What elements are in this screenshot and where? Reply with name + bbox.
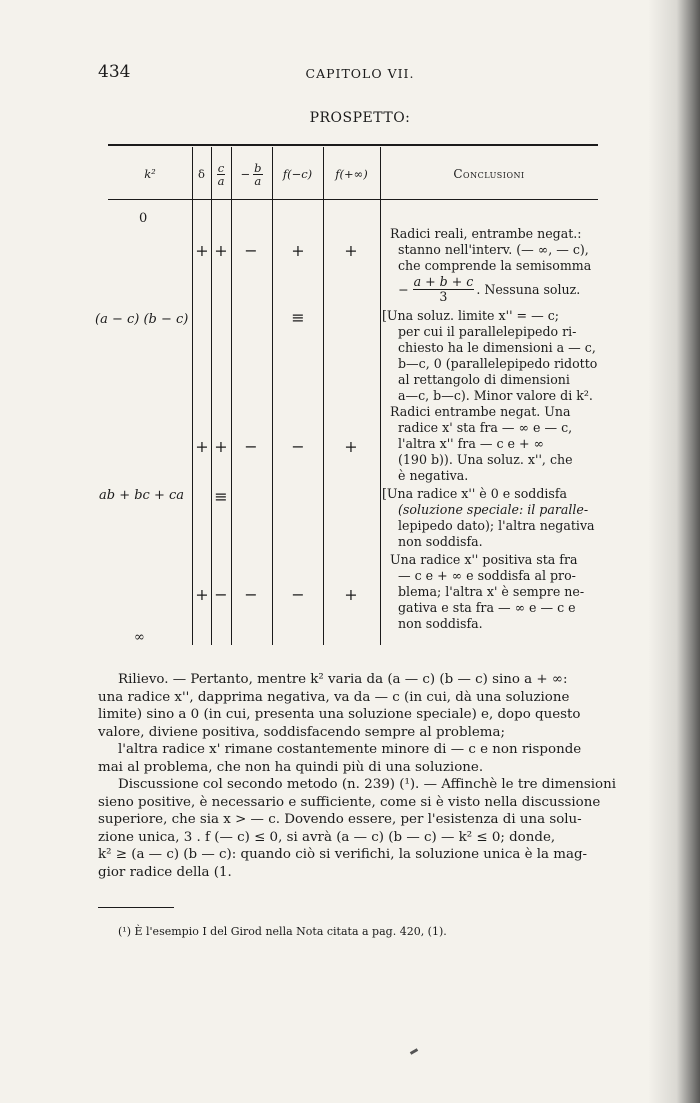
column-divider xyxy=(323,147,324,645)
conclusion-line: chiesto ha le dimensioni a — c, xyxy=(398,339,596,355)
column-divider xyxy=(272,147,273,645)
conclusion-line: non soddisfa. xyxy=(398,615,483,631)
minus-sign: − xyxy=(240,167,251,181)
text-line: k² ≥ (a — c) (b — c): quando ciò si verifichi, la soluzione unica è la mag- xyxy=(98,847,588,862)
conclusion-line: — c e + ∞ e soddisfa al pro- xyxy=(398,567,576,583)
frac-numerator: b xyxy=(254,160,262,175)
table-header-rule xyxy=(108,199,598,200)
conclusion-row-5 xyxy=(382,552,606,632)
sign-minus-b-over-a: − xyxy=(244,437,258,456)
conclusion-line: l'altra x'' fra — c e + ∞ xyxy=(398,435,544,451)
conclusion-line: per cui il parallelepipedo ri- xyxy=(398,323,577,339)
frac-numerator: a + b + c xyxy=(413,274,474,290)
sign-c-over-a-zero: ≡ xyxy=(214,487,228,506)
k2-sum: ab + bc + ca xyxy=(99,488,185,503)
sign-f-minus-c: − xyxy=(291,437,305,456)
header-f-minus-c: f(−c) xyxy=(282,167,313,181)
text-line: limite) sino a 0 (in cui, presenta una soluzione speciale) e, dopo questo xyxy=(98,707,581,722)
sign-c-over-a: + xyxy=(214,437,228,456)
conclusion-line: [Una soluz. limite x'' = — c; xyxy=(382,308,559,323)
conclusion-line: Una radice x'' positiva sta fra xyxy=(390,552,578,567)
laltra-paragraph xyxy=(98,741,603,776)
table-top-rule xyxy=(108,144,598,146)
minus-sign: − xyxy=(398,281,409,297)
conclusion-line: (soluzione speciale: il paralle- xyxy=(398,501,589,517)
conclusion-line: al rettangolo di dimensioni xyxy=(398,371,570,387)
conclusion-row-3 xyxy=(382,404,606,484)
conclusion-line: a—c, b—c). Minor valore di k². xyxy=(398,387,593,403)
frac-numerator: c xyxy=(217,160,225,175)
ink-smudge xyxy=(410,1048,418,1055)
sign-delta: + xyxy=(195,585,209,604)
conclusion-line: blema; l'altra x' è sempre ne- xyxy=(398,583,585,599)
conclusion-line: è negativa. xyxy=(398,467,469,483)
body-text xyxy=(98,671,617,881)
footnote: (¹) È l'esempio I del Girod nella Nota citata a pag. 420, (1). xyxy=(118,925,447,938)
conclusion-row-2 xyxy=(382,308,606,403)
sign-f-minus-c: − xyxy=(291,585,305,604)
conclusion-line: radice x' sta fra — ∞ e — c, xyxy=(398,419,573,435)
column-divider xyxy=(231,147,232,645)
sign-c-over-a: − xyxy=(214,585,228,604)
conclusioni-label: Conclusioni xyxy=(453,167,525,181)
conclusion-line: b—c, 0 (parallelepipedo ridotto xyxy=(398,355,598,371)
header-minus-b-over-a xyxy=(231,152,272,196)
conclusion-line: stanno nell'interv. (— ∞, — c), xyxy=(398,241,589,257)
conclusion-line: [Una radice x'' è 0 e soddisfa xyxy=(382,486,568,501)
header-c-over-a xyxy=(211,152,231,196)
text-line: una radice x'', dapprima negativa, va da — c (in cui, dà una soluzione xyxy=(98,689,570,705)
sign-f-minus-c: + xyxy=(291,241,305,260)
conclusion-line: lepipedo dato); l'altra negativa xyxy=(398,517,595,533)
sign-minus-b-over-a: − xyxy=(244,241,258,260)
page-number: 434 xyxy=(98,62,131,82)
text-line: mai al problema, che non ha quindi più di una soluzione. xyxy=(98,759,484,775)
k2-zero: 0 xyxy=(139,211,148,226)
text-line: superiore, che sia x > — c. Dovendo essere, per l'esistenza di una solu- xyxy=(98,812,582,827)
sign-f-plus-infinity: + xyxy=(344,585,358,604)
semisum-fraction xyxy=(413,275,475,304)
conclusion-row-1 xyxy=(382,226,606,306)
conclusion-formula-line xyxy=(382,274,606,306)
conclusion-line: Radici entrambe negat. Una xyxy=(390,404,571,419)
frac-denominator: a xyxy=(217,173,225,188)
page-edge-shadow xyxy=(648,0,700,1103)
conclusion-line: che comprende la semisomma xyxy=(398,257,592,273)
header-k2: k² xyxy=(144,167,156,181)
conclusion-line: gativa e sta fra — ∞ e — c e xyxy=(398,599,576,615)
frac-denominator: 3 xyxy=(439,289,448,305)
sign-f-plus-infinity: + xyxy=(344,241,358,260)
column-divider xyxy=(192,147,193,645)
header-conclusioni xyxy=(380,152,598,196)
conclusion-row-4 xyxy=(382,486,606,550)
sign-delta: + xyxy=(195,241,209,260)
conclusion-line: non soddisfa. xyxy=(398,533,483,549)
text-line: sieno positive, è necessario e sufficiente, come si è visto nella discussione xyxy=(98,794,601,810)
rilievo-paragraph xyxy=(98,671,603,741)
sign-f-plus-infinity: + xyxy=(344,437,358,456)
formula-suffix: . Nessuna soluz. xyxy=(476,281,581,297)
k2-product: (a − c) (b − c) xyxy=(95,312,189,327)
text-line: Discussione col secondo metodo (n. 239) (¹). — Affinchè le tre dimensioni xyxy=(118,777,617,792)
conclusion-line: (190 b)). Una soluz. x'', che xyxy=(398,451,573,467)
header-f-plus-infinity: f(+∞) xyxy=(335,167,368,181)
text-line: valore, diviene positiva, soddisfacendo sempre al problema; xyxy=(98,724,505,740)
table-title: PROSPETTO: xyxy=(309,110,411,126)
sign-c-over-a: + xyxy=(214,241,228,260)
sign-f-minus-c-zero: ≡ xyxy=(291,308,305,327)
text-line: gior radice della (1. xyxy=(98,864,232,880)
running-head: CAPITOLO VII. xyxy=(305,66,415,81)
sign-delta: + xyxy=(195,437,209,456)
text-line: l'altra radice x' rimane costantemente minore di — c e non risponde xyxy=(118,742,582,757)
conclusion-line: Radici reali, entrambe negat.: xyxy=(390,226,582,241)
column-divider xyxy=(211,147,212,645)
header-delta: δ xyxy=(198,167,205,181)
text-line: Rilievo. — Pertanto, mentre k² varia da (a — c) (b — c) sino a + ∞: xyxy=(118,672,568,687)
footnote-rule xyxy=(98,907,174,908)
sign-minus-b-over-a: − xyxy=(244,585,258,604)
k2-infinity: ∞ xyxy=(134,630,145,645)
discussione-paragraph xyxy=(98,776,617,881)
column-divider xyxy=(380,147,381,645)
text-line: zione unica, 3 . f (— c) ≤ 0, si avrà (a — c) (b — c) — k² ≤ 0; donde, xyxy=(98,829,556,845)
frac-denominator: a xyxy=(254,173,262,188)
